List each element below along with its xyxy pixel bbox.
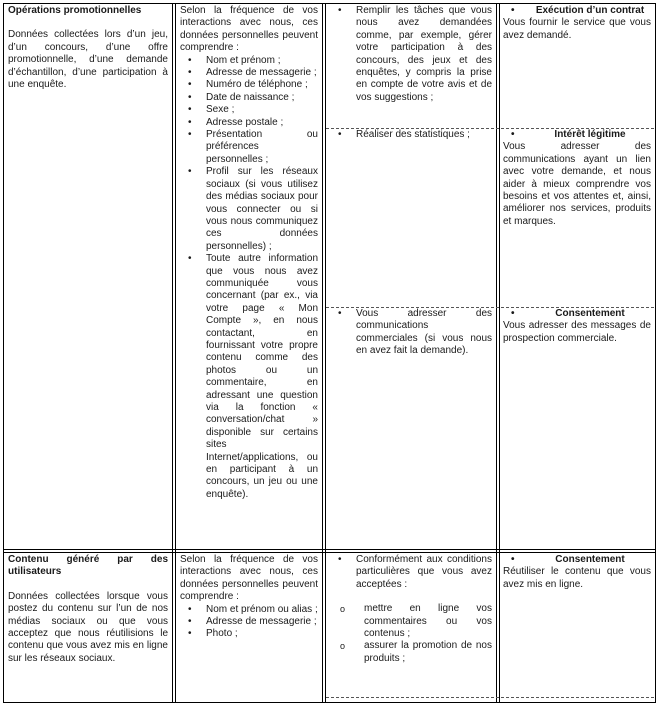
row1-basis-3 xyxy=(503,308,651,345)
list-item: • Nom et prénom ; xyxy=(180,55,318,67)
basis-text: Vous adresser des communications ayant un lien avec votre demande, et nous aider à mieux comprendre vos besoins et vos attentes et, ainsi, améliorer nos services, produits et marques. xyxy=(503,141,651,227)
list-item: • Sexe ; xyxy=(180,104,318,116)
row-separator-double xyxy=(3,552,656,553)
table-top-border xyxy=(3,3,656,4)
row2-category-cell xyxy=(8,554,168,665)
row2-data-intro: Selon la fréquence de vos interactions avec nous, ces données personnelles peuvent comprendre : xyxy=(180,554,318,603)
list-item: • Nom et prénom ou alias ; xyxy=(180,604,318,616)
row1-basis-1 xyxy=(503,5,651,42)
list-item: o mettre en ligne vos commentaires ou vos contenus ; xyxy=(330,603,492,640)
basis-title: • Consentement xyxy=(503,554,651,566)
list-item: • Adresse postale ; xyxy=(180,117,318,129)
row2-data-cell xyxy=(180,554,318,641)
table-right-border xyxy=(655,3,656,703)
column-divider-2b xyxy=(325,3,326,703)
row1-data-cell xyxy=(180,5,318,501)
column-divider-1 xyxy=(172,3,173,703)
column-divider-3b xyxy=(499,3,500,703)
row2-description: Données collectées lorsque vous postez du contenu sur l’un de nos médias sociaux ou que vous acceptez que nous réutilisions le contenu que vous avez mis en ligne sur les réseaux sociaux. xyxy=(8,590,168,664)
table-bottom-border xyxy=(3,702,656,703)
basis-text: Vous adresser des messages de prospection commerciale. xyxy=(503,320,651,344)
list-item: • Toute autre information que vous nous avez communiquée vous concernant (par ex., via votre page « Mon Compte », en nous contactant, en fournissant votre propre contenu comme des photos ou un commentaire, en adressant une question via la fonction « conversation/chat » disponible sur certains sites Internet/applications, ou en participant à un concours, un jeu ou une enquête). xyxy=(180,253,318,501)
row1-basis-2 xyxy=(503,129,651,228)
basis-title: • Exécution d’un contrat xyxy=(503,5,651,17)
basis-title: • Consentement xyxy=(503,308,651,320)
row2-data-list xyxy=(180,604,318,641)
list-item: • Profil sur les réseaux sociaux (si vous utilisez des médias sociaux pour vous connecter ou si vous nous communiquez ces données personnelles) ; xyxy=(180,166,318,253)
column-divider-1b xyxy=(175,3,176,703)
row1-description: Données collectées lors d’un jeu, d’un concours, d’une offre promotionnelle, d’une demande d’échantillon, d’une participation à une enquête. xyxy=(8,29,168,91)
list-item: • Adresse de messagerie ; xyxy=(180,616,318,628)
list-item: o assurer la promotion de nos produits ; xyxy=(330,640,492,665)
column-divider-2 xyxy=(322,3,323,703)
row2-purpose-list xyxy=(330,603,492,665)
basis-text: Vous fournir le service que vous avez demandé. xyxy=(503,17,651,41)
purpose-text: • Remplir les tâches que vous nous avez demandées comme, par exemple, gérer votre participation à des concours, des jeux et des enquêtes, y compris la prise en compte de votre avis et de vos suggestions ; xyxy=(330,5,492,104)
row1-purpose-3 xyxy=(330,308,492,358)
purpose-separator xyxy=(326,697,654,698)
row-separator xyxy=(3,549,656,550)
purpose-text: • Vous adresser des communications commerciales (si vous nous en avez fait la demande). xyxy=(330,308,492,358)
row2-title: Contenu généré par des utilisateurs xyxy=(8,554,168,578)
column-divider-3 xyxy=(496,3,497,703)
basis-text: Réutiliser le contenu que vous avez mis en ligne. xyxy=(503,566,651,590)
purpose-intro: • Conformément aux conditions particulières que vous avez acceptées : xyxy=(330,554,492,591)
row1-purpose-2 xyxy=(330,129,492,141)
basis-title: • Intérêt légitime xyxy=(503,129,651,141)
row1-data-list xyxy=(180,55,318,502)
list-item: • Photo ; xyxy=(180,628,318,640)
row2-basis-cell xyxy=(503,554,651,591)
row1-data-intro: Selon la fréquence de vos interactions avec nous, ces données personnelles peuvent comprendre : xyxy=(180,5,318,54)
row1-title: Opérations promotionnelles xyxy=(8,5,142,16)
list-item: • Présentation ou préférences personnelles ; xyxy=(180,129,318,166)
row2-purpose-cell xyxy=(330,554,492,665)
purpose-text: • Réaliser des statistiques ; xyxy=(330,129,492,141)
list-item: • Adresse de messagerie ; xyxy=(180,67,318,79)
row1-purpose-1 xyxy=(330,5,492,104)
row1-category-cell xyxy=(8,5,168,91)
table-left-border xyxy=(3,3,4,703)
list-item: • Date de naissance ; xyxy=(180,92,318,104)
list-item: • Numéro de téléphone ; xyxy=(180,79,318,91)
